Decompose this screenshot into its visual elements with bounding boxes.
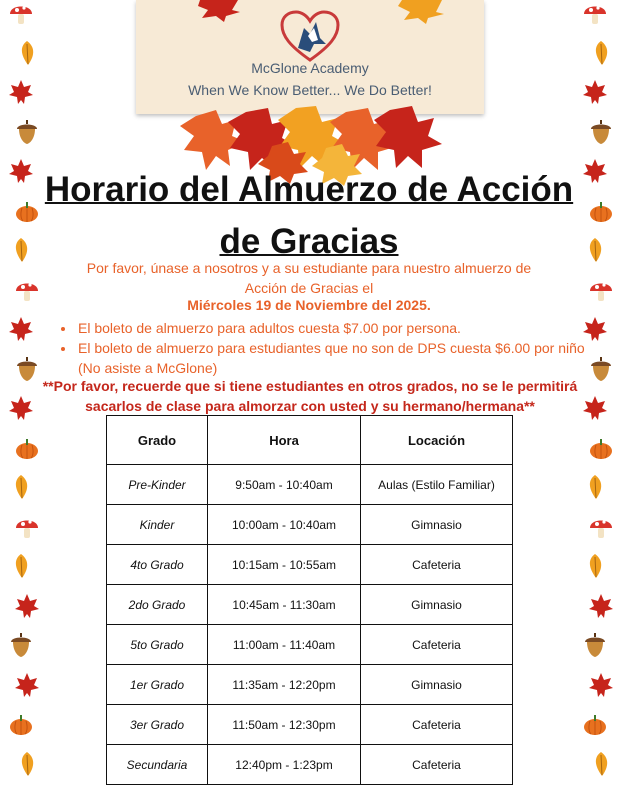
oak-leaf-icon xyxy=(582,474,608,500)
grade-cell: Kinder xyxy=(107,505,208,545)
location-cell: Aulas (Estilo Familiar) xyxy=(361,465,513,505)
table-header-row xyxy=(107,416,513,465)
table-row xyxy=(107,705,513,745)
table-row xyxy=(107,585,513,625)
location-cell: Cafeteria xyxy=(361,545,513,585)
maple-leaf-icon xyxy=(8,79,34,105)
pumpkin-icon xyxy=(582,711,608,737)
acorn-icon xyxy=(14,119,40,145)
oak-leaf-icon xyxy=(588,751,614,777)
acorn-icon xyxy=(588,119,614,145)
acorn-icon xyxy=(8,632,34,658)
academy-motto: When We Know Better... We Do Better! xyxy=(188,82,432,98)
table-row xyxy=(107,545,513,585)
maple-leaf-icon xyxy=(582,395,608,421)
mushroom-icon xyxy=(14,277,40,303)
table-row xyxy=(107,665,513,705)
ticket-price-list xyxy=(60,318,586,378)
table-row xyxy=(107,745,513,785)
maple-leaf-icon xyxy=(14,672,40,698)
table-row xyxy=(107,465,513,505)
pumpkin-icon xyxy=(588,198,614,224)
time-cell: 10:45am - 11:30am xyxy=(208,585,361,625)
column-header-location: Locación xyxy=(361,416,513,465)
location-cell: Gimnasio xyxy=(361,585,513,625)
attendance-note: **Por favor, recuerde que si tiene estudiantes en otros grados, no se le permitirá sacarlos de clase para almorzar con usted y su hermano/hermana** xyxy=(42,378,578,414)
heart-husky-logo xyxy=(280,10,340,62)
academy-name: McGlone Academy xyxy=(251,60,369,76)
oak-leaf-icon xyxy=(14,751,40,777)
time-cell: 9:50am - 10:40am xyxy=(208,465,361,505)
oak-leaf-icon xyxy=(8,553,34,579)
grade-cell: 4to Grado xyxy=(107,545,208,585)
invitation-text: Por favor, únase a nosotros y a su estudiante para nuestro almuerzo de Acción de Gracias el xyxy=(86,260,532,296)
time-cell: 11:00am - 11:40am xyxy=(208,625,361,665)
time-cell: 10:15am - 10:55am xyxy=(208,545,361,585)
grade-cell: 2do Grado xyxy=(107,585,208,625)
right-autumn-border xyxy=(574,0,618,800)
mushroom-icon xyxy=(588,514,614,540)
location-cell: Cafeteria xyxy=(361,705,513,745)
oak-leaf-icon xyxy=(14,40,40,66)
list-item: • El boleto de almuerzo para estudiantes que no son de DPS cuesta $6.00 por niño (No asiste a McGlone) xyxy=(76,338,586,378)
grade-cell: Pre-Kinder xyxy=(107,465,208,505)
grade-cell: 5to Grado xyxy=(107,625,208,665)
location-cell: Cafeteria xyxy=(361,625,513,665)
column-header-grade: Grado xyxy=(107,416,208,465)
mushroom-icon xyxy=(588,277,614,303)
mushroom-icon xyxy=(14,514,40,540)
table-row xyxy=(107,505,513,545)
oak-leaf-icon xyxy=(8,474,34,500)
grade-cell: Secundaria xyxy=(107,745,208,785)
maple-leaf-icon xyxy=(396,0,446,24)
event-date: Miércoles 19 de Noviembre del 2025. xyxy=(187,297,431,313)
acorn-icon xyxy=(588,356,614,382)
time-cell: 12:40pm - 1:23pm xyxy=(208,745,361,785)
page-title: Horario del Almuerzo de Acción de Gracias xyxy=(44,170,574,261)
list-item: • El boleto de almuerzo para adultos cuesta $7.00 por persona. xyxy=(76,318,586,338)
time-cell: 10:00am - 10:40am xyxy=(208,505,361,545)
maple-leaf-icon xyxy=(8,395,34,421)
acorn-icon xyxy=(14,356,40,382)
maple-leaf-icon xyxy=(588,593,614,619)
left-autumn-border xyxy=(0,0,44,800)
pumpkin-icon xyxy=(588,435,614,461)
mushroom-icon xyxy=(582,0,608,26)
location-cell: Gimnasio xyxy=(361,505,513,545)
pumpkin-icon xyxy=(14,435,40,461)
maple-leaf-icon xyxy=(14,593,40,619)
time-cell: 11:35am - 12:20pm xyxy=(208,665,361,705)
oak-leaf-icon xyxy=(588,40,614,66)
grade-cell: 3er Grado xyxy=(107,705,208,745)
column-header-time: Hora xyxy=(208,416,361,465)
pumpkin-icon xyxy=(8,711,34,737)
oak-leaf-icon xyxy=(582,553,608,579)
time-cell: 11:50am - 12:30pm xyxy=(208,705,361,745)
maple-leaf-icon xyxy=(588,672,614,698)
maple-leaf-icon xyxy=(582,79,608,105)
location-cell: Cafeteria xyxy=(361,745,513,785)
schedule-table xyxy=(106,415,513,785)
grade-cell: 1er Grado xyxy=(107,665,208,705)
location-cell: Gimnasio xyxy=(361,665,513,705)
acorn-icon xyxy=(582,632,608,658)
maple-leaf-icon xyxy=(8,316,34,342)
table-row xyxy=(107,625,513,665)
mushroom-icon xyxy=(8,0,34,26)
maple-leaf-icon xyxy=(196,0,242,22)
